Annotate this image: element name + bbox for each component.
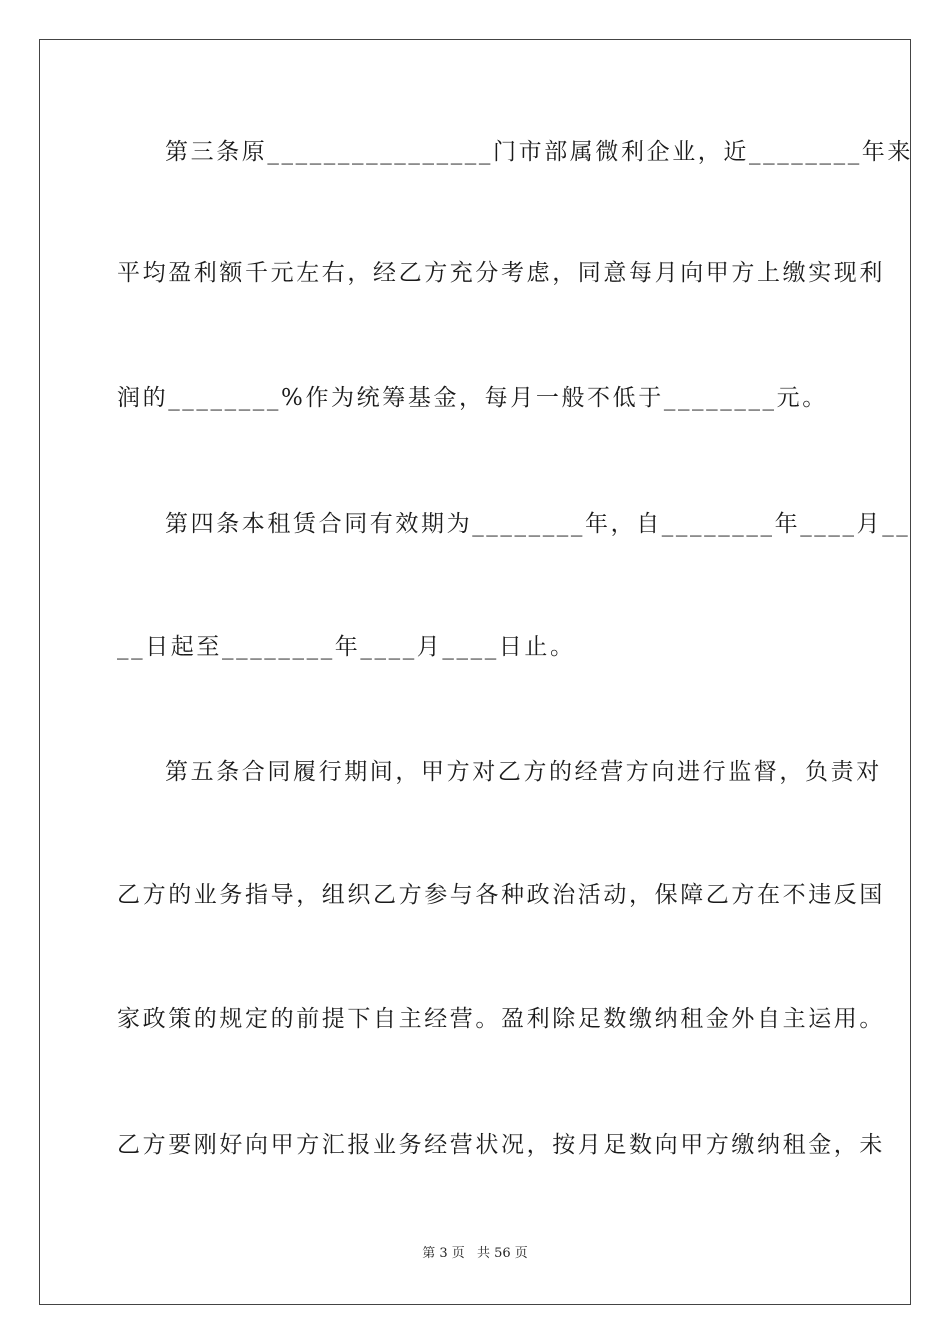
text-line: 第四条本租赁合同有效期为________年，自________年____月__: [165, 511, 911, 537]
text-line: 平均盈利额千元左右，经乙方充分考虑，同意每月向甲方上缴实现利: [117, 260, 885, 286]
text-line: 润的________%作为统筹基金，每月一般不低于________元。: [117, 385, 828, 411]
page-total: 共 56 页: [476, 1246, 528, 1261]
text-line: 乙方要刚好向甲方汇报业务经营状况，按月足数向甲方缴纳租金，未: [117, 1132, 885, 1158]
text-line: 第三条原________________门市部属微利企业，近________年来: [165, 139, 913, 165]
page-footer: [0, 1245, 950, 1263]
text-line: __日起至________年____月____日止。: [117, 634, 576, 660]
text-line: 乙方的业务指导，组织乙方参与各种政治活动，保障乙方在不违反国: [117, 882, 885, 908]
text-line: 第五条合同履行期间，甲方对乙方的经营方向进行监督，负责对: [165, 759, 882, 785]
page-number: 第 3 页: [422, 1246, 465, 1261]
text-line: 家政策的规定的前提下自主经营。盈利除足数缴纳租金外自主运用。: [117, 1006, 885, 1032]
page-border: [39, 39, 911, 1305]
